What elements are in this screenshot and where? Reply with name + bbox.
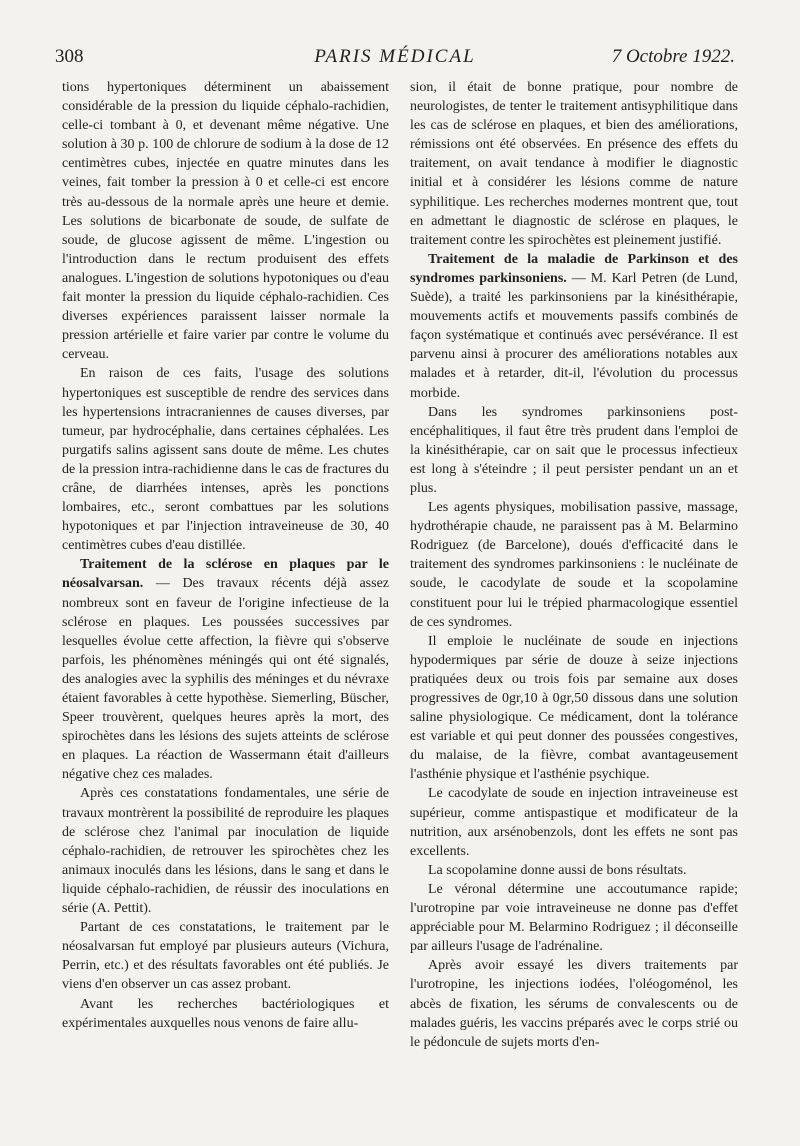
paragraph-text: — M. Karl Petren (de Lund, Suède), a traité les parkinsoniens par la kinésithérapie, mouvements actifs et mouvements passifs combinés de façon systématique et continués avec persévérance. Il est parvenu ainsi à procurer des améliorations notables aux malades et à retarder, dit-il, l'évolution du processus morbide. bbox=[410, 270, 738, 401]
paragraph: tions hypertoniques déterminent un abaissement considérable de la pression du liquide céphalo-rachidien, celle-ci tombant à 0, et devenant même négative. Une solution à 30 p. 100 de chlorure de sodium à la dose de 12 centimètres cubes, injectée en quatre minutes dans les veines, fait tomber la pression à 0 et celle-ci est encore très au-dessous de la normale après une heure et demie. Les solutions de bicarbonate de soude, de sulfate de soude, de glucose agissent de même. L'ingestion ou l'introduction dans le rectum produisent des effets analogues. L'ingestion de solutions hypotoniques ou d'eau fait monter la pression du liquide céphalo-rachidien. Ces diverses expériences paraissent laisser normale la pression artérielle et faire varier par contre le volume du cerveau. bbox=[62, 80, 389, 363]
paragraph: La scopolamine donne aussi de bons résultats. bbox=[428, 862, 687, 878]
section-heading: Traitement de la maladie de Parkinson et des syndromes parkinsoniens. bbox=[410, 251, 738, 286]
paragraph bbox=[410, 250, 738, 403]
right-column bbox=[410, 78, 738, 1128]
running-title: PARIS MÉDICAL bbox=[314, 46, 476, 67]
issue-date: 7 Octobre 1922. bbox=[611, 46, 735, 67]
paragraph: Avant les recherches bactériologiques et expérimentales auxquelles nous venons de faire allu- bbox=[62, 996, 389, 1031]
page-number: 308 bbox=[55, 46, 84, 67]
paragraph: Après ces constatations fondamentales, une série de travaux montrèrent la possibilité de reproduire les plaques de sclérose chez l'animal par inoculation de liquide céphalo-rachidien, de retrouver les spirochètes chez les animaux inoculés dans les lésions, dans le sang et dans le liquide céphalo-rachidien, de réussir des inoculations en série (A. Pettit). bbox=[62, 786, 389, 917]
paragraph bbox=[62, 555, 389, 784]
page-header bbox=[55, 42, 735, 72]
paragraph: Partant de ces constatations, le traitement par le néosalvarsan fut employé par plusieurs auteurs (Vichura, Perrin, etc.) et des résultats favorables ont été publiés. Je viens d'en observer un cas assez probant. bbox=[62, 920, 389, 993]
paragraph: Dans les syndromes parkinsoniens post-encéphalitiques, il faut être très prudent dans l'emploi de la kinésithérapie, car on sait que le processus infectieux est long à s'éteindre ; il peut persister pendant un an et plus. bbox=[410, 404, 738, 496]
paragraph: sion, il était de bonne pratique, pour nombre de neurologistes, de tenter le traitement antisyphilitique dans les cas de sclérose en plaques, et bien des améliorations, rémissions ont été observées. En présence des effets du traitement, on avait tendance à modifier le diagnostic initial et à considérer les lésions comme de nature syphilitique. Les recherches modernes montrent que, tout en admettant le diagnostic de sclérose en plaques, le traitement contre les spirochètes est pleinement justifié. bbox=[410, 80, 738, 248]
paragraph: Il emploie le nucléinate de soude en injections hypodermiques par série de douze à seize injections pratiquées deux ou trois fois par semaine aux doses progressives de 0gr,10 à 0gr,50 dissous dans une solution saline physiologique. Ce médicament, dont la tolérance est variable et qui peut donner des poussées congestives, du malaise, de la fièvre, combat avantageusement l'asthénie physique et l'asthénie psychique. bbox=[410, 633, 738, 783]
paragraph: Le véronal détermine une accoutumance rapide; l'urotropine par voie intraveineuse ne donne pas d'effet appréciable pour M. Belarmino Rodriguez ; il déconseille par ailleurs l'usage de l'adrénaline. bbox=[410, 881, 738, 955]
paragraph: Les agents physiques, mobilisation passive, massage, hydrothérapie chaude, ne paraissent pas à M. Belarmino Rodriguez (de Barcelone), doués d'efficacité dans le traitement des syndromes parkinsoniens : le nucléinate de soude, le cacodylate de soude et la scopolamine constituent pour lui le trépied pharmacologique essentiel de ces syndromes. bbox=[410, 500, 738, 630]
paragraph-text: — Des travaux récents déjà assez nombreux sont en faveur de l'origine infectieuse de la sclérose en plaques. Les poussées successives par lesquelles évolue cette affection, la fièvre qui s'observe parfois, les phénomènes méningés qui ont été signalés, des analogies avec la syphilis des méninges et du névraxe étaient favorables à cette hypothèse. Siemerling, Büscher, Speer trouvèrent, quelques heures après la mort, des spirochètes dans les lésions des sujets atteints de sclérose en plaques. La réaction de Wassermann était d'ailleurs négative chez ces malades. bbox=[62, 576, 389, 783]
paragraph: Le cacodylate de soude en injection intraveineuse est supérieur, comme antispastique et modificateur de la nutrition, aux arsénobenzols, dont les effets ne sont pas excellents. bbox=[410, 786, 738, 859]
paragraph: Après avoir essayé les divers traitements par l'urotropine, les injections iodées, l'oléogoménol, les abcès de fixation, les sérums de convalescents ou de malades guéris, les vaccins préparés avec le corps strié ou le pédoncule de sujets morts d'en- bbox=[410, 958, 738, 1050]
left-column bbox=[62, 78, 389, 1128]
section-heading: Traitement de la sclérose en plaques par le néosalvarsan. bbox=[62, 557, 389, 592]
paragraph: En raison de ces faits, l'usage des solutions hypertoniques est susceptible de rendre des services dans les hypertensions intracraniennes de causes diverses, par tumeur, par hydrocéphalie, dans certaines céphalées. Les purgatifs salins agissent sans doute de même. Les chutes de la pression intra-rachidienne dans le cas de fractures du crâne, de diarrhées intenses, après les ponctions lombaires, etc., seront combattues par les solutions hypotoniques et par l'injection intraveineuse de 30, 40 centimètres cubes d'eau distillée. bbox=[62, 366, 389, 554]
